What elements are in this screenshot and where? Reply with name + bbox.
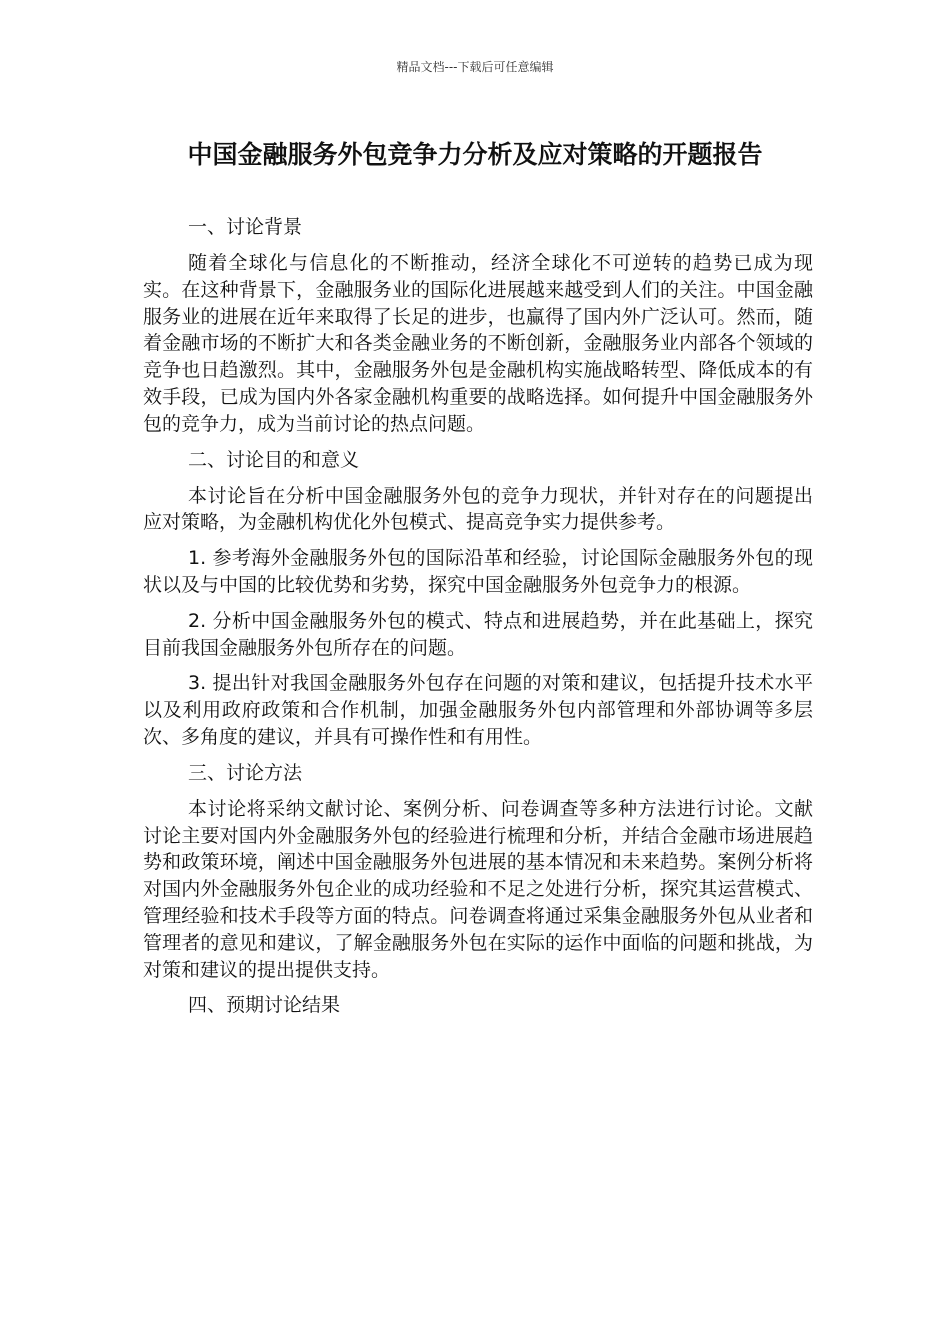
section-background <box>143 214 813 438</box>
list-item: 2. 分析中国金融服务外包的模式、特点和进展趋势，并在此基础上，探究目前我国金融服务外包所存在的问题。 <box>143 609 813 659</box>
list-item: 3. 提出针对我国金融服务外包存在问题的对策和建议，包括提升技术水平以及利用政府政策和合作机制，加强金融服务外包内部管理和外部协调等多层次、多角度的建议，并具有可操作性和有用性。 <box>143 672 813 748</box>
section-expected-results <box>143 992 813 1018</box>
header-note: 精品文档---下载后可任意编辑 <box>396 60 554 74</box>
document-title: 中国金融服务外包竞争力分析及应对策略的开题报告 <box>187 140 763 169</box>
section-heading: 四、预期讨论结果 <box>188 994 341 1017</box>
paragraph: 本讨论旨在分析中国金融服务外包的竞争力现状，并针对存在的问题提出应对策略，为金融机构优化外包模式、提高竞争实力提供参考。 <box>143 484 813 534</box>
paragraph: 本讨论将采纳文献讨论、案例分析、问卷调查等多种方法进行讨论。文献讨论主要对国内外金融服务外包的经验进行梳理和分析，并结合金融市场进展趋势和政策环境，阐述中国金融服务外包进展的基本情况和未来趋势。案例分析将对国内外金融服务外包企业的成功经验和不足之处进行分析，探究其运营模式、管理经验和技术手段等方面的特点。问卷调查将通过采集金融服务外包从业者和管理者的意见和建议，了解金融服务外包在实际的运作中面临的问题和挑战，为对策和建议的提出提供支持。 <box>143 797 813 981</box>
list-item: 1. 参考海外金融服务外包的国际沿革和经验，讨论国际金融服务外包的现状以及与中国的比较优势和劣势，探究中国金融服务外包竞争力的根源。 <box>143 547 813 596</box>
section-purpose <box>143 447 813 751</box>
document-body <box>143 214 813 1028</box>
section-heading: 二、讨论目的和意义 <box>188 448 360 471</box>
section-methods <box>143 760 813 984</box>
paragraph: 随着全球化与信息化的不断推动，经济全球化不可逆转的趋势已成为现实。在这种背景下，金融服务业的国际化进展越来越受到人们的关注。中国金融服务业的进展在近年来取得了长足的进步，也赢得了国内外广泛认可。然而，随着金融市场的不断扩大和各类金融业务的不断创新，金融服务业内部各个领域的竞争也日趋激烈。其中，金融服务外包是金融机构实施战略转型、降低成本的有效手段，已成为国内外各家金融机构重要的战略选择。如何提升中国金融服务外包的竞争力，成为当前讨论的热点问题。 <box>143 252 813 435</box>
section-heading: 一、讨论背景 <box>188 216 303 238</box>
section-heading: 三、讨论方法 <box>188 761 303 784</box>
